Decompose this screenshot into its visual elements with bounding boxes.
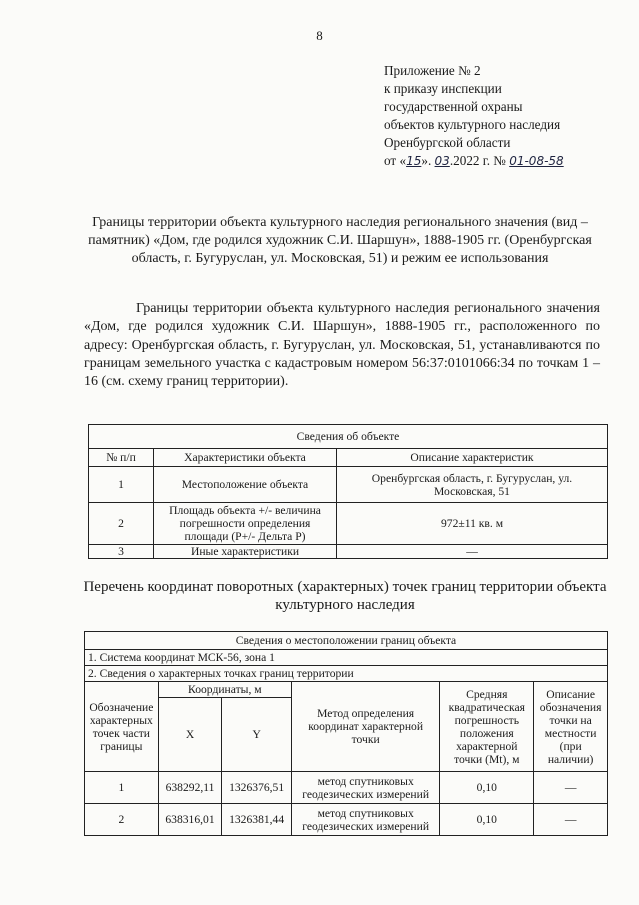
header-designation: Обозначение характерных точек части границы bbox=[85, 682, 159, 772]
cell-x: 638316,01 bbox=[158, 804, 222, 836]
cell-desc: 972±11 кв. м bbox=[337, 503, 608, 545]
date-prefix: от « bbox=[384, 153, 407, 168]
appendix-line: Оренбургской области bbox=[384, 135, 511, 150]
cell-char: Площадь объекта +/- величина погрешности определения площади (P+/- Дельта P) bbox=[154, 503, 337, 545]
header-y: Y bbox=[222, 698, 292, 772]
table1-header-desc: Описание характеристик bbox=[337, 449, 608, 467]
cell-x: 638292,11 bbox=[158, 772, 222, 804]
cell-method: метод спутниковых геодезических измерений bbox=[291, 804, 439, 836]
cell-desc: — bbox=[337, 545, 608, 559]
cell-num: 2 bbox=[89, 503, 154, 545]
date-mid: ». bbox=[421, 153, 432, 168]
cell-mt: 0,10 bbox=[440, 804, 534, 836]
table-row bbox=[89, 545, 608, 559]
header-method: Метод определения координат характерной точки bbox=[291, 682, 439, 772]
header-coords: Координаты, м bbox=[158, 682, 291, 698]
cell-desc: Оренбургская область, г. Бугуруслан, ул. Московская, 51 bbox=[337, 467, 608, 503]
header-description: Описание обозначения точки на местности (при наличии) bbox=[534, 682, 608, 772]
header-error: Средняя квадратическая погрешность положения характерной точки (Mt), м bbox=[440, 682, 534, 772]
cell-y: 1326376,51 bbox=[222, 772, 292, 804]
appendix-line: объектов культурного наследия bbox=[384, 117, 561, 132]
date-year: .2022 г. № bbox=[449, 153, 506, 168]
table-row bbox=[85, 772, 608, 804]
body-text: Границы территории объекта культурного наследия регионального значения «Дом, где родился художник С.И. Шаршун», 1888-1905 гг., расположенного по адресу: Оренбургская область, г. Бугуруслан, ул. Московская, 51, устанавливаются по границам земельного участка с кадастровым номером 56:37:0101066:34 по точкам 1 – 16 (см. схему границ территории). bbox=[84, 301, 600, 390]
cell-point: 1 bbox=[85, 772, 159, 804]
cell-method: метод спутниковых геодезических измерений bbox=[291, 772, 439, 804]
table-row bbox=[89, 467, 608, 503]
coordinate-system: 1. Система координат МСК-56, зона 1 bbox=[85, 650, 608, 666]
cell-num: 3 bbox=[89, 545, 154, 559]
cell-desc: — bbox=[534, 804, 608, 836]
object-info-table bbox=[88, 424, 608, 559]
coordinates-title: Перечень координат поворотных (характерных) точек границ территории объекта культурного наследия bbox=[83, 579, 607, 613]
points-section: 2. Сведения о характерных точках границ территории bbox=[85, 666, 608, 682]
cell-point: 2 bbox=[85, 804, 159, 836]
appendix-block bbox=[384, 62, 624, 170]
table1-caption: Сведения об объекте bbox=[89, 425, 608, 449]
coordinates-table bbox=[84, 631, 608, 836]
table-row bbox=[85, 804, 608, 836]
table1-header-num: № п/п bbox=[89, 449, 154, 467]
document-title: Границы территории объекта культурного наследия регионального значения (вид – памятник) «Дом, где родился художник С.И. Шаршун», 1888-1905 гг. (Оренбургская область, г. Бугуруслан, ул. Московская, 51) и режим ее использования bbox=[88, 215, 592, 266]
appendix-line: к приказу инспекции bbox=[384, 81, 502, 96]
cell-y: 1326381,44 bbox=[222, 804, 292, 836]
cell-char: Иные характеристики bbox=[154, 545, 337, 559]
table1-header-char: Характеристики объекта bbox=[154, 449, 337, 467]
appendix-line: Приложение № 2 bbox=[384, 63, 481, 78]
order-number: 01-08-58 bbox=[509, 154, 564, 168]
appendix-date-line bbox=[384, 152, 624, 170]
cell-desc: — bbox=[534, 772, 608, 804]
cell-num: 1 bbox=[89, 467, 154, 503]
appendix-line: государственной охраны bbox=[384, 99, 523, 114]
cell-char: Местоположение объекта bbox=[154, 467, 337, 503]
date-month: 03 bbox=[434, 154, 450, 168]
cell-mt: 0,10 bbox=[440, 772, 534, 804]
date-day: 15 bbox=[406, 154, 422, 168]
table2-caption: Сведения о местоположении границ объекта bbox=[85, 632, 608, 650]
table-row bbox=[89, 503, 608, 545]
body-paragraph bbox=[84, 300, 600, 391]
header-x: X bbox=[158, 698, 222, 772]
page-number: 8 bbox=[316, 28, 323, 43]
